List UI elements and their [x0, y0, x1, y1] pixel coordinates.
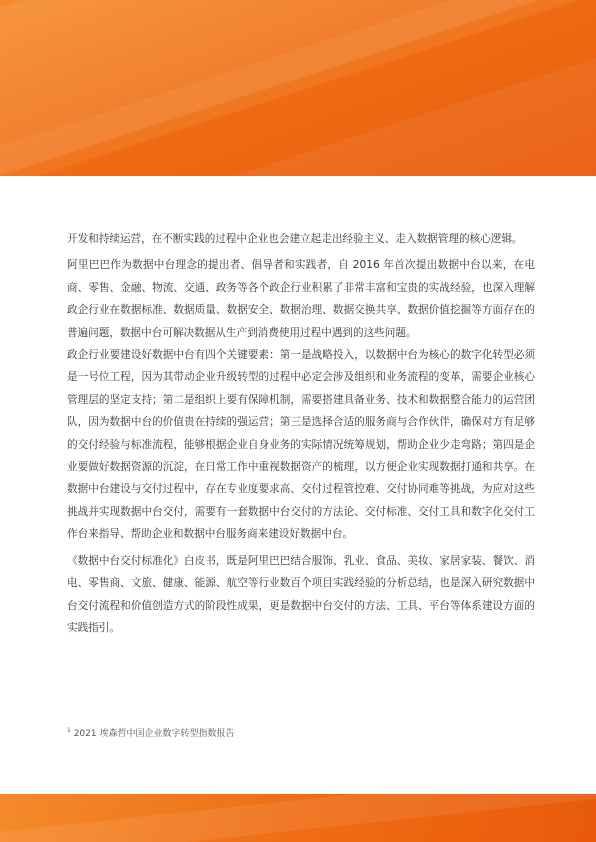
paragraph-alibaba: 阿里巴巴作为数据中台理念的提出者、倡导者和实践者，自 2016 年首次提出数据中台以来，在电商、零售、金融、物流、交通、政务等各个政企行业积累了非常丰富和宝贵的实战经验，也深入理解政企行业在数据标准、数据质量、数据安全、数据治理、数据交换共享、数据价值挖掘等方面存在的普遍问题，数据中台可解决数据从生产到消费使用过程中遇到的这些问题。 — [67, 259, 535, 339]
banner-stripe — [0, 794, 596, 842]
footnote-text: 2021 埃森哲中国企业数字转型指数报告 — [73, 729, 235, 739]
header-banner — [0, 0, 596, 176]
footer-banner — [0, 794, 596, 842]
body-text — [67, 228, 535, 639]
footnote-marker: 1 — [67, 727, 71, 734]
paragraph-key-elements: 政企行业要建设好数据中台有四个关键要素：第一是战略投入，以数据中台为核心的数字化转型必须是一号位工程，因为其带动企业升级转型的过程中必定会涉及组织和业务流程的变革，需要企业核心管理层的坚定支持；第二是组织上要有保障机制，需要搭建具备业务、技术和数据整合能力的运营团队，因为数据中台的价值贵在持续的强运营；第三是选择合适的服务商与合作伙伴，确保对方有足够的交付经验与标准流程，能够根据企业自身业务的实际情况统筹规划，帮助企业少走弯路；第四是企业要做好数据资源的沉淀，在日常工作中重视数据资产的梳理，以方便企业实现数据打通和共享。在数据中台建设与交付过程中，存在专业度要求高、交付过程管控难、交付协同难等挑战，为应对这些挑战并实现数据中台交付，需要有一套数据中台交付的方法论、交付标准、交付工具和数字化交付工作台来指导、帮助企业和数据中台服务商来建设好数据中台。 — [67, 349, 535, 541]
paragraph-whitepaper: 《数据中台交付标准化》白皮书，既是阿里巴巴结合服饰、乳业、食品、美妆、家居家装、餐饮、消电、零售商、文旅、健康、能源、航空等行业数百个项目实践经验的分析总结，也是深入研究数据中台交付流程和价值创造方式的阶段性成果，更是数据中台交付的方法、工具、平台等体系建设方面的实践指引。 — [67, 554, 535, 634]
paragraph-intro: 开发和持续运营，在不断实践的过程中企业也会建立起走出经验主义、走入数据管理的核心逻辑。 — [67, 233, 523, 245]
footnote — [67, 727, 527, 741]
